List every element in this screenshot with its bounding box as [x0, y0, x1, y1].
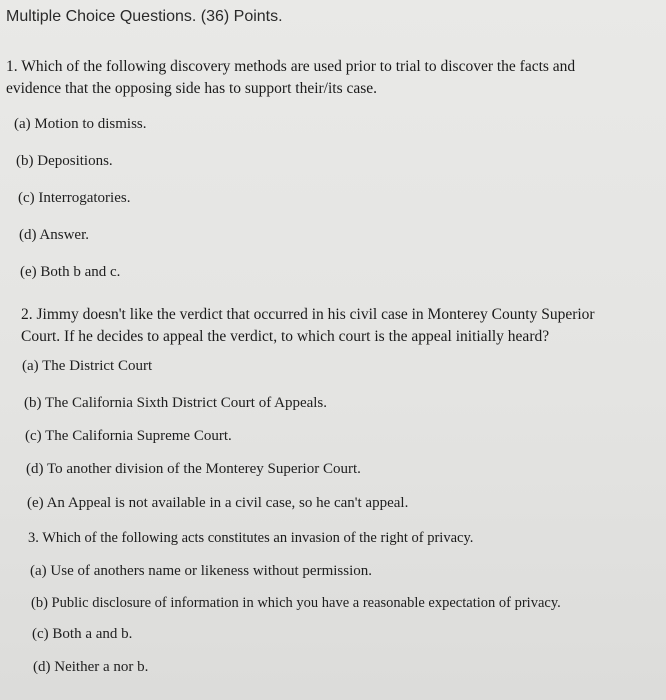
question-2-option-d: (d) To another division of the Monterey Superior Court. [26, 461, 361, 477]
question-1-option-d: (d) Answer. [19, 227, 89, 243]
question-1-option-a: (a) Motion to dismiss. [14, 116, 147, 132]
question-2-option-a: (a) The District Court [22, 358, 153, 374]
question-1-line-2: evidence that the opposing side has to support their/its case. [6, 80, 378, 97]
question-2-option-e: (e) An Appeal is not available in a civil case, so he can't appeal. [27, 495, 409, 511]
question-2-option-c: (c) The California Supreme Court. [25, 428, 232, 444]
question-1-option-b: (b) Depositions. [16, 153, 113, 169]
question-3-option-a: (a) Use of anothers name or likeness without permission. [30, 563, 373, 579]
question-2-line-2: Court. If he decides to appeal the verdict, to which court is the appeal initially heard? [21, 328, 550, 345]
question-1-line-1: 1. Which of the following discovery methods are used prior to trial to discover the facts and [6, 58, 576, 75]
question-3-option-c: (c) Both a and b. [32, 626, 133, 642]
question-1-option-e: (e) Both b and c. [20, 264, 121, 280]
question-2-line-1: 2. Jimmy doesn't like the verdict that occurred in his civil case in Monterey County Superior [21, 306, 595, 323]
page-title: Multiple Choice Questions. (36) Points. [6, 8, 283, 25]
question-3-option-d: (d) Neither a nor b. [33, 659, 149, 675]
question-1-option-c: (c) Interrogatories. [18, 190, 131, 206]
question-3-text: 3. Which of the following acts constitutes an invasion of the right of privacy. [28, 530, 474, 546]
question-2-option-b: (b) The California Sixth District Court of Appeals. [24, 395, 328, 411]
question-3-option-b: (b) Public disclosure of information in which you have a reasonable expectation of privacy. [31, 595, 561, 611]
